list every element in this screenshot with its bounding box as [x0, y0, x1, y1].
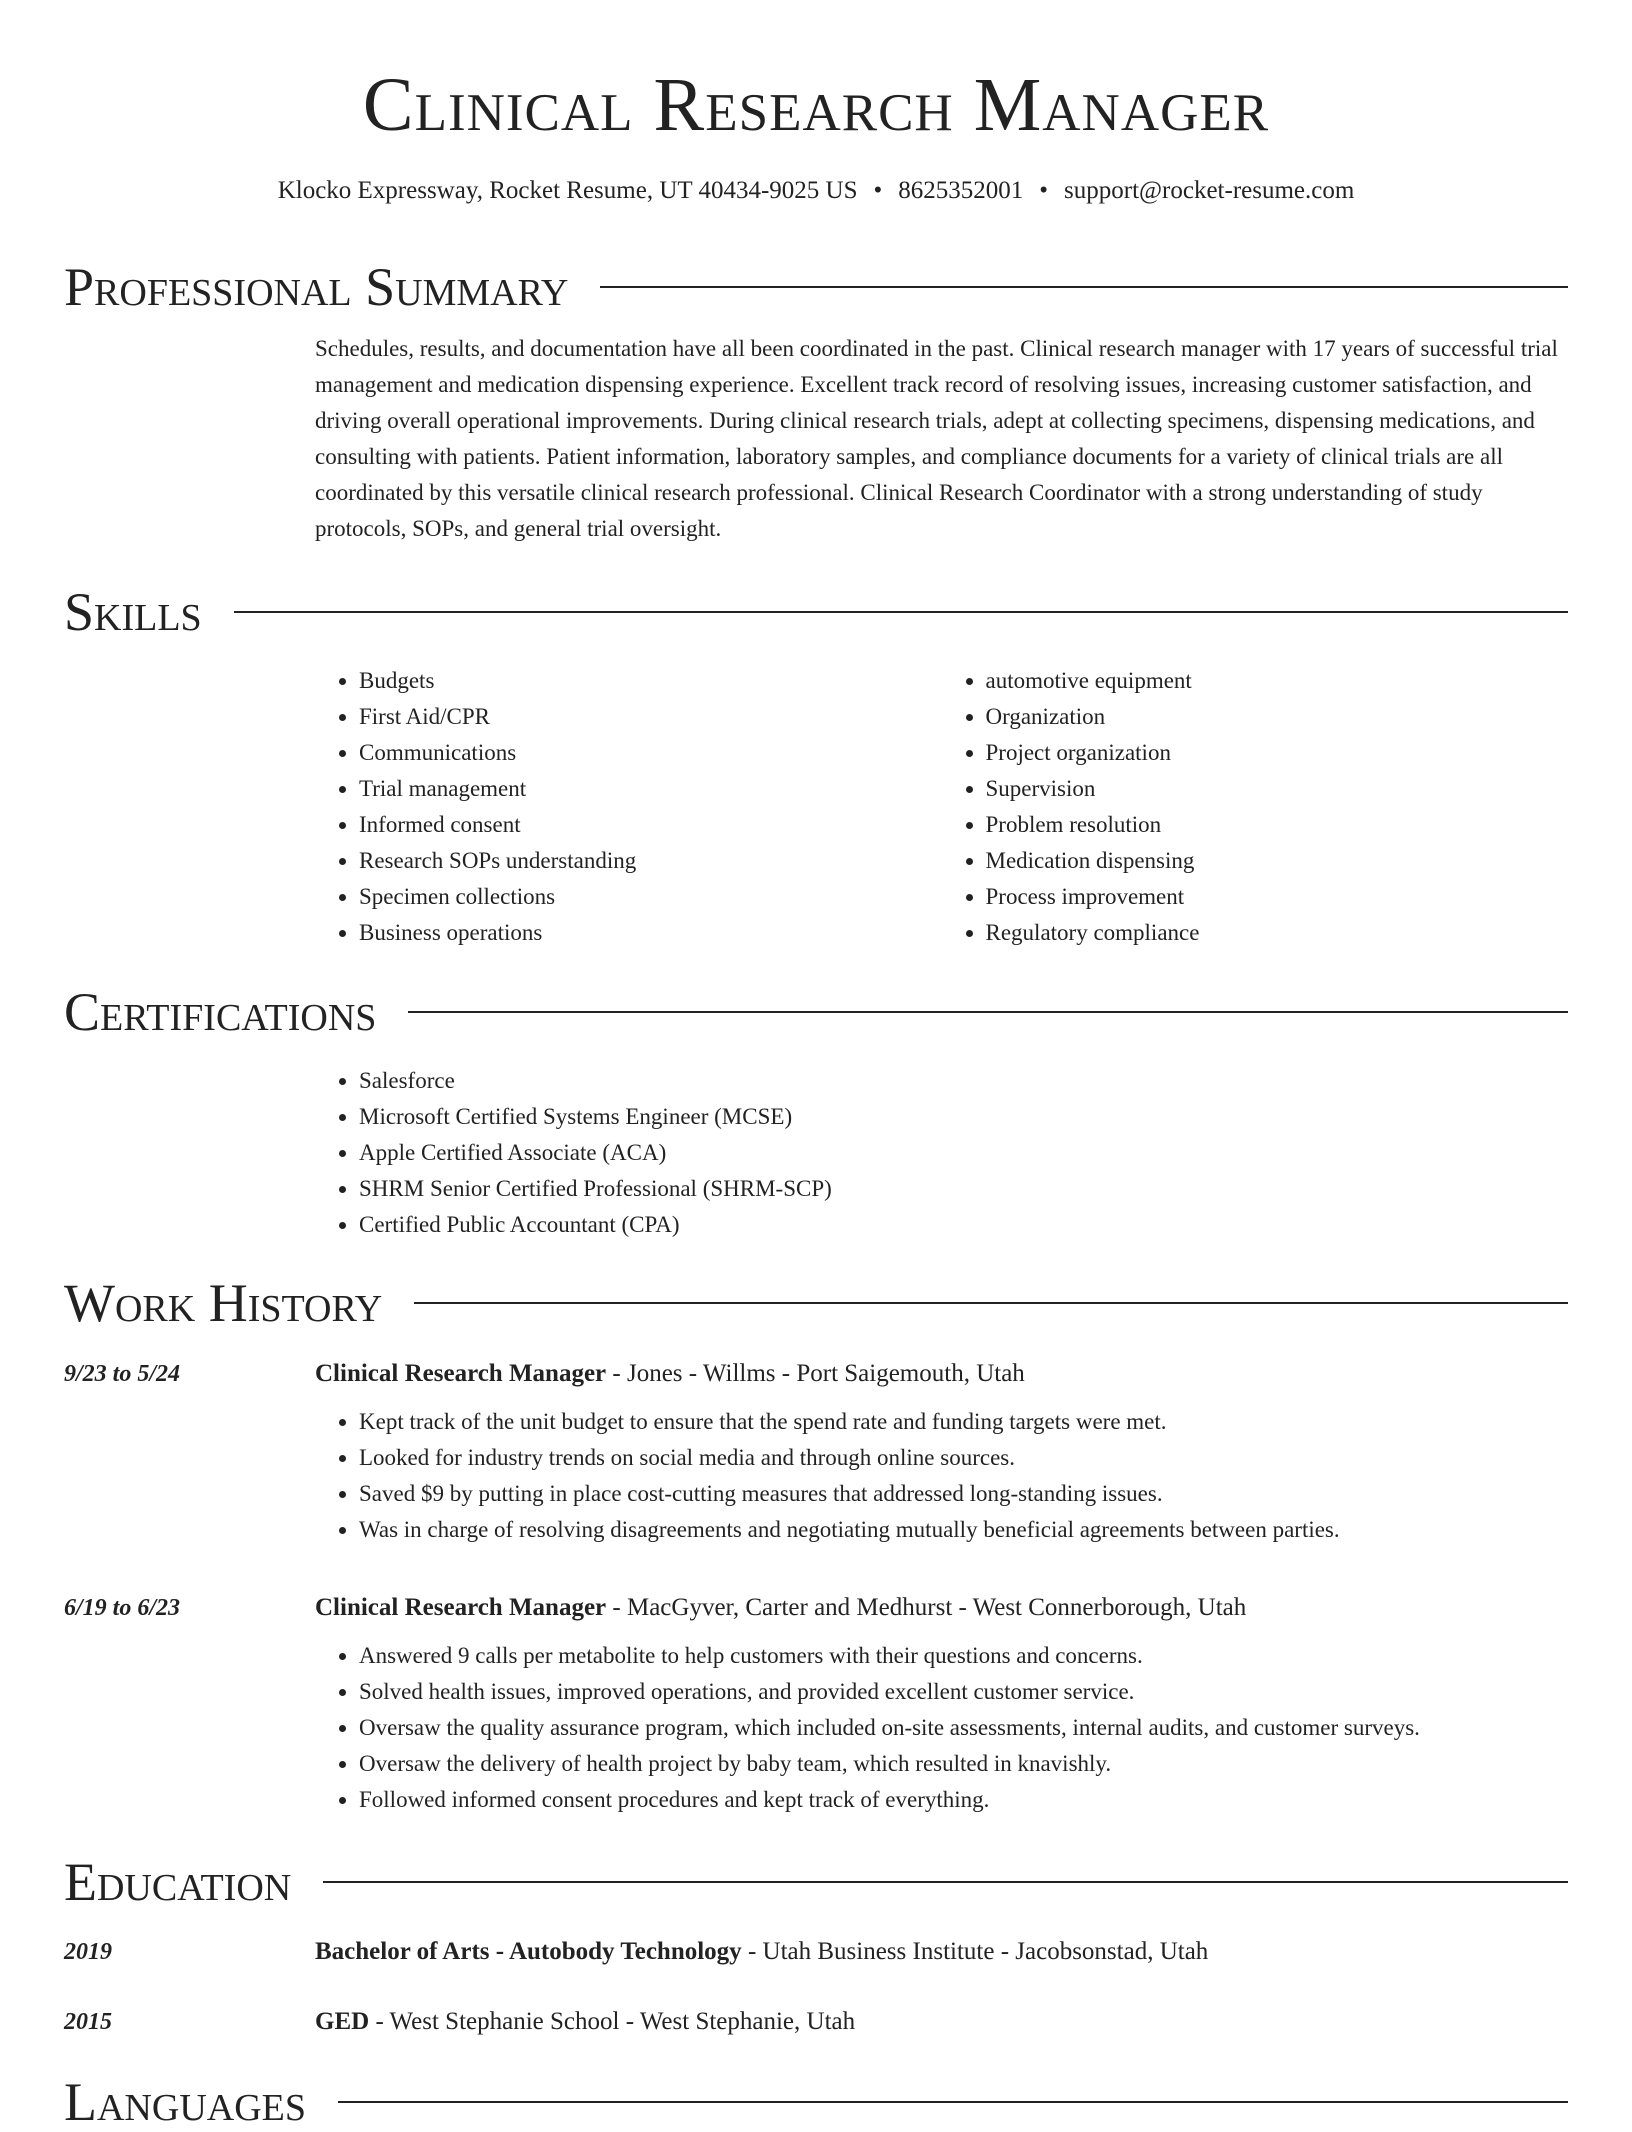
certification-item: • Certified Public Accountant (CPA) — [359, 1207, 1568, 1243]
skills-column-right — [942, 663, 1569, 951]
summary-text: Schedules, results, and documentation have all been coordinated in the past. Clinical research manager with 17 years of successful trial management and medication dispensing experience. Excellent track record of resolving issues, increasing customer satisfaction, and driving overall operational improvements. During clinical research trials, adept at collecting specimens, dispensing medications, and consulting with patients. Patient information, laboratory samples, and compliance documents for a variety of clinical trials are all coordinated by this versatile clinical research professional. Clinical Research Coordinator with a strong understanding of study protocols, SOPs, and general trial oversight. — [315, 336, 1558, 541]
job-bullet: • Answered 9 calls per metabolite to help customers with their questions and concerns. — [359, 1638, 1568, 1674]
job-bullet: • Looked for industry trends on social media and through online sources. — [359, 1440, 1568, 1476]
section-divider — [338, 2101, 1568, 2103]
section-header — [64, 2072, 1568, 2132]
certification-item: • Salesforce — [359, 1063, 1568, 1099]
languages-section — [64, 2072, 1568, 2132]
section-header — [64, 1273, 1568, 1333]
skill-item: • Medication dispensing — [986, 843, 1569, 879]
skills-section — [64, 582, 1568, 951]
job-responsibilities — [315, 1404, 1568, 1548]
skill-item: • Organization — [986, 699, 1569, 735]
job-entry — [64, 1354, 1568, 1548]
skill-item: • Regulatory compliance — [986, 915, 1569, 951]
job-employer: - Jones - Willms - Port Saigemouth, Utah — [606, 1360, 1025, 1387]
job-bullet: • Oversaw the quality assurance program, which included on-site assessments, internal audits, and customer surveys. — [359, 1710, 1568, 1746]
job-role: Clinical Research Manager — [315, 1594, 607, 1621]
education-school: - West Stephanie School - West Stephanie, Utah — [369, 2008, 856, 2035]
job-entry — [64, 1588, 1568, 1818]
job-role: Clinical Research Manager — [315, 1360, 607, 1387]
job-bullet: • Oversaw the delivery of health project by baby team, which resulted in knavishly. — [359, 1746, 1568, 1782]
job-bullet: • Kept track of the unit budget to ensure that the spend rate and funding targets were met. — [359, 1404, 1568, 1440]
skills-column-left — [315, 663, 942, 951]
section-title: Professional Summary — [64, 257, 569, 317]
contact-address: Klocko Expressway, Rocket Resume, UT 40434-9025 US — [277, 177, 858, 204]
section-divider — [414, 1302, 1568, 1304]
education-entry — [64, 2002, 1568, 2052]
contact-email: support@rocket-resume.com — [1064, 177, 1355, 204]
section-header — [64, 582, 1568, 642]
certification-item: • SHRM Senior Certified Professional (SHRM-SCP) — [359, 1171, 1568, 1207]
skill-item: • automotive equipment — [986, 663, 1569, 699]
skills-list — [315, 663, 1568, 951]
job-employer: - MacGyver, Carter and Medhurst - West Connerborough, Utah — [606, 1594, 1247, 1621]
skill-item: • Supervision — [986, 771, 1569, 807]
education-entry — [64, 1932, 1568, 1982]
job-body — [315, 1588, 1568, 1818]
job-bullet: • Followed informed consent procedures and kept track of everything. — [359, 1782, 1568, 1818]
certification-item: • Microsoft Certified Systems Engineer (MCSE) — [359, 1099, 1568, 1135]
section-header — [64, 257, 1568, 317]
job-bullet: • Saved $9 by putting in place cost-cutting measures that addressed long-standing issues. — [359, 1476, 1568, 1512]
certification-item: • Apple Certified Associate (ACA) — [359, 1135, 1568, 1171]
job-dates: 6/19 to 6/23 — [64, 1595, 181, 1621]
contact-line — [0, 174, 1632, 208]
job-dates: 9/23 to 5/24 — [64, 1361, 181, 1387]
section-title: Certifications — [64, 982, 377, 1042]
section-title: Languages — [64, 2072, 306, 2132]
work-history-section — [64, 1273, 1568, 1818]
skill-item: • Problem resolution — [986, 807, 1569, 843]
skill-item: • Specimen collections — [359, 879, 942, 915]
education-degree: GED — [315, 2008, 370, 2035]
section-header — [64, 982, 1568, 1042]
section-divider — [600, 286, 1568, 288]
resume-name: Clinical Research Manager — [362, 63, 1270, 147]
section-title: Education — [64, 1852, 292, 1912]
section-title: Skills — [64, 582, 202, 642]
education-year: 2015 — [64, 2009, 112, 2035]
section-divider — [408, 1011, 1568, 1013]
education-school: - Utah Business Institute - Jacobsonstad, Utah — [741, 1938, 1209, 1965]
job-heading — [315, 1354, 1568, 1394]
job-responsibilities — [315, 1638, 1568, 1818]
skill-item: • Trial management — [359, 771, 942, 807]
education-heading — [315, 2002, 1568, 2042]
education-heading — [315, 1932, 1568, 1972]
certifications-list — [315, 1063, 1568, 1243]
skill-item: • First Aid/CPR — [359, 699, 942, 735]
job-body — [315, 1354, 1568, 1548]
job-heading — [315, 1588, 1568, 1628]
certification-items — [315, 1063, 1568, 1243]
section-title: Work History — [64, 1273, 383, 1333]
education-degree: Bachelor of Arts - Autobody Technology — [315, 1938, 742, 1965]
skill-item: • Business operations — [359, 915, 942, 951]
skill-item: • Research SOPs understanding — [359, 843, 942, 879]
certifications-section — [64, 982, 1568, 1243]
section-divider — [323, 1881, 1568, 1883]
contact-separator: • — [873, 177, 883, 204]
education-body — [315, 1932, 1568, 1982]
contact-phone: 8625352001 — [898, 177, 1024, 204]
job-bullet: • Solved health issues, improved operations, and provided excellent customer service. — [359, 1674, 1568, 1710]
summary-section — [64, 257, 1568, 547]
skill-item: • Informed consent — [359, 807, 942, 843]
section-divider — [234, 611, 1568, 613]
skill-item: • Process improvement — [986, 879, 1569, 915]
section-header — [64, 1852, 1568, 1912]
summary-body — [315, 331, 1568, 547]
contact-separator: • — [1039, 177, 1049, 204]
skill-item: • Project organization — [986, 735, 1569, 771]
job-bullet: • Was in charge of resolving disagreements and negotiating mutually beneficial agreements between parties. — [359, 1512, 1568, 1548]
skill-item: • Budgets — [359, 663, 942, 699]
education-section — [64, 1852, 1568, 2052]
education-year: 2019 — [64, 1939, 112, 1965]
skill-item: • Communications — [359, 735, 942, 771]
education-body — [315, 2002, 1568, 2052]
